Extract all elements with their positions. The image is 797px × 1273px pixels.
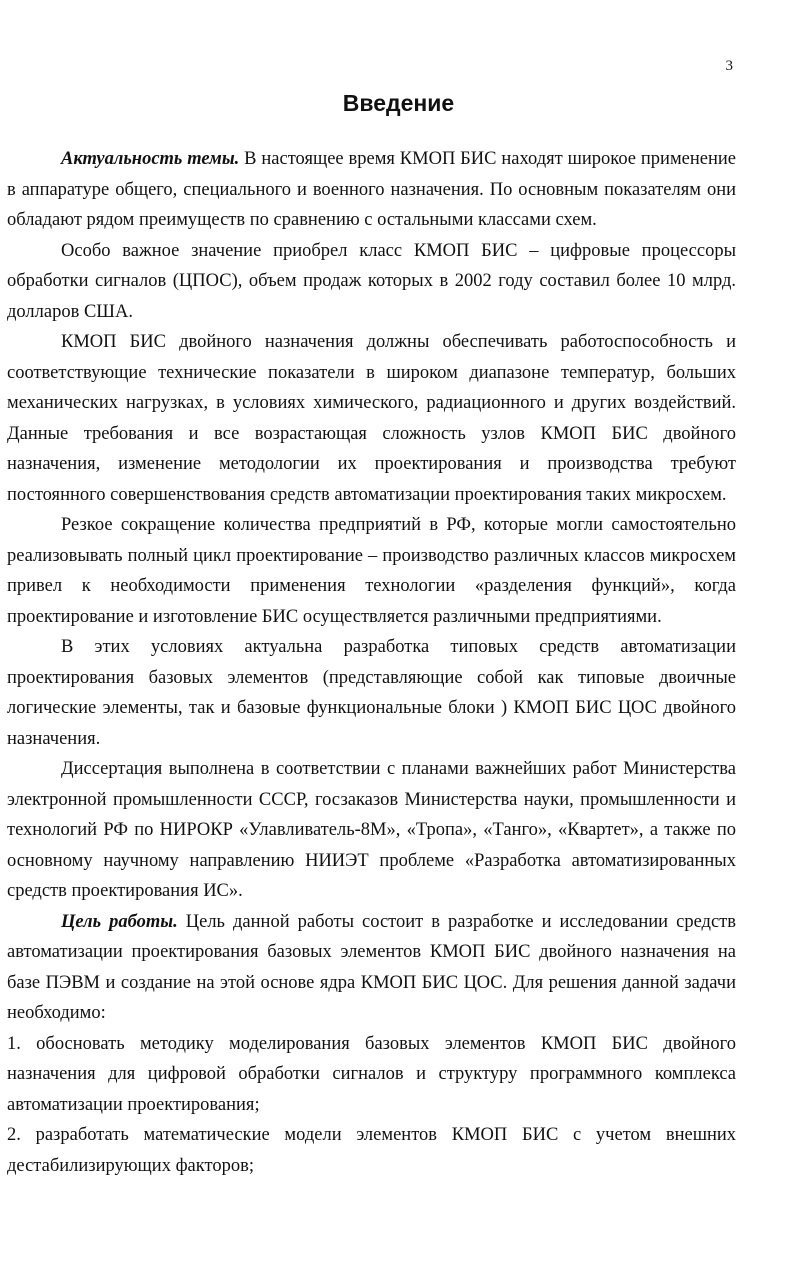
paragraph-goal xyxy=(7,907,736,1029)
body-text xyxy=(7,144,736,1181)
page-title: Введение xyxy=(342,90,455,116)
paragraph: В этих условиях актуальна разработка типовых средств автоматизации проектирования базовых элементов (представляющие собой как типовые двоичные логические элементы, так и базовые функциональные блоки ) КМОП БИС ЦОС двойного назначения. xyxy=(7,637,736,749)
page-number: 3 xyxy=(725,58,733,74)
list-item: 2. разработать математические модели элементов КМОП БИС с учетом внешних дестабилизирующих факторов; xyxy=(7,1125,736,1176)
list-item: 1. обосновать методику моделирования базовых элементов КМОП БИС двойного назначения для цифровой обработки сигналов и структуру программного комплекса автоматизации проектирования; xyxy=(7,1033,736,1115)
paragraph-relevance xyxy=(7,144,736,236)
paragraph: Резкое сокращение количества предприятий в РФ, которые могли самостоятельно реализовывать полный цикл проектирование – производство различных классов микросхем привел к необходимости применения технологии «разделения функций», когда проектирование и изготовление БИС осуществляется различными предприятиями. xyxy=(7,515,736,627)
paragraph: Диссертация выполнена в соответствии с планами важнейших работ Министерства электронной промышленности СССР, госзаказов Министерства науки, промышленности и технологий РФ по НИРОКР «Улавливатель-8М», «Тропа», «Танго», «Квартет», а также по основному научному направлению НИИЭТ проблеме «Разработка автоматизированных средств проектирования ИС». xyxy=(7,759,736,901)
paragraph-text: Цель данной работы состоит в разработке и исследовании средств автоматизации проектирования базовых элементов КМОП БИС двойного назначения на базе ПЭВМ и создание на этой основе ядра КМОП БИС ЦОС. Для решения данной задачи необходимо: xyxy=(7,911,736,1023)
paragraph: КМОП БИС двойного назначения должны обеспечивать работоспособность и соответствующие технические показатели в широком диапазоне температур, больших механических нагрузках, в условиях химического, радиационного и других воздействий. Данные требования и все возрастающая сложность узлов КМОП БИС двойного назначения, изменение методологии их проектирования и производства требуют постоянного совершенствования средств автоматизации проектирования таких микросхем. xyxy=(7,332,736,505)
paragraph: Особо важное значение приобрел класс КМОП БИС – цифровые процессоры обработки сигналов (ЦПОС), объем продаж которых в 2002 году составил более 10 млрд. долларов США. xyxy=(7,240,736,322)
paragraph-text: В настоящее время КМОП БИС находят широкое применение в аппаратуре общего, специального и военного назначения. По основным показателям они обладают рядом преимуществ по сравнению с остальными классами схем. xyxy=(7,149,736,230)
lead-in-goal: Цель работы. xyxy=(61,911,178,932)
lead-in-relevance: Актуальность темы. xyxy=(61,149,240,169)
